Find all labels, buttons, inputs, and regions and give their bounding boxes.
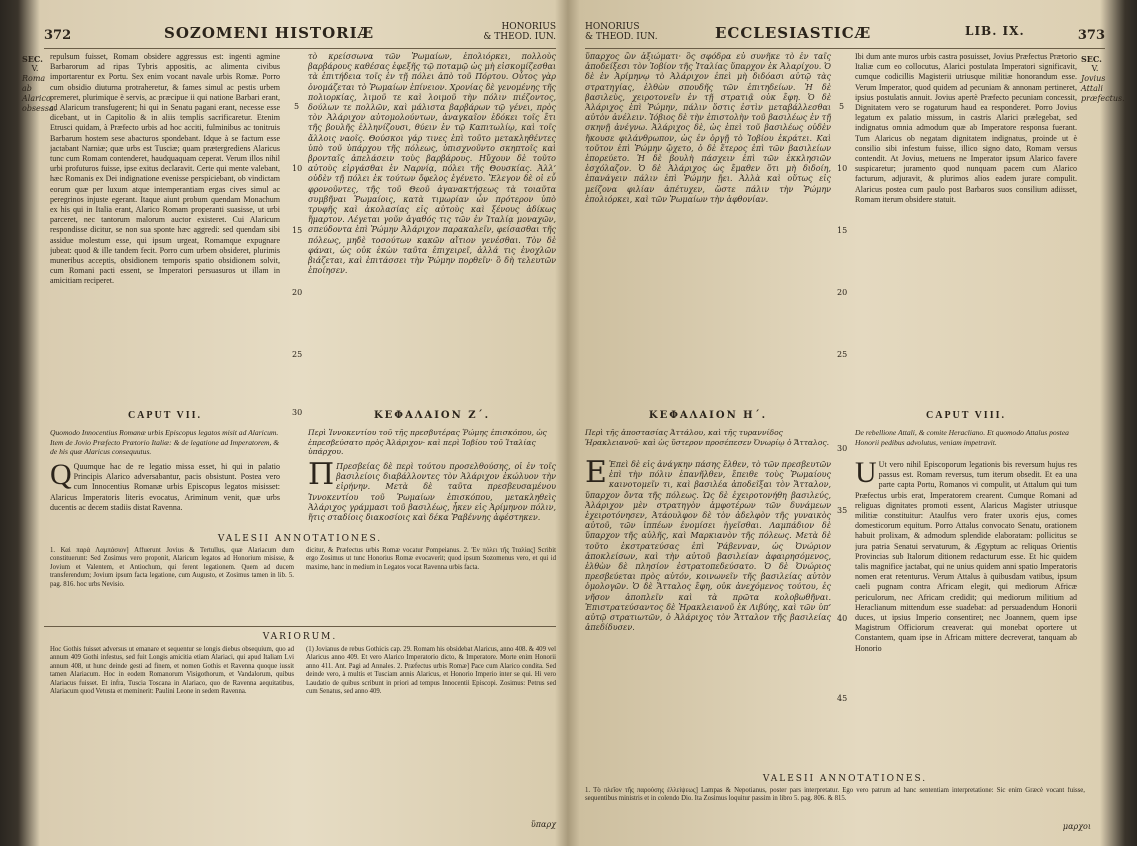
left-summary-latin: Quomodo Innocentius Romanæ urbis Episcopus legatos misit ad Alaricum. Item de Jovio Præfecto Prætorio Italiæ: & de legatione ad Imperatorem, & de his quæ Alaricus consequutus. [50, 428, 280, 456]
right-running-sub: HONORIUS & THEOD. IUN. [585, 22, 658, 42]
left-chapter-greek: ΚΕΦΑΛΑΙΟΝ Ζ΄. [373, 410, 491, 421]
right-summary-latin: De rebellione Attali, & comite Heracliano. Et quomodo Attalus postea Honorii pedibus advolutus, veniam impetravit. [855, 428, 1069, 447]
left-summary-greek: Περὶ Ἰννοκεντίου τοῦ τῆς πρεσβυτέρας Ῥώμης ἐπισκόπου, ὡς ἐπρεσβεύσατο πρὸς Ἀλάριχον· καὶ περὶ Ἰοβίου τοῦ Ἰταλίας ὑπάρχου. [308, 428, 547, 456]
left-catchword: ὕπαρχ [530, 820, 556, 829]
right-catchword: μαρχοι [1062, 822, 1091, 831]
right-notes: 1. Τὸ πλεῖον τῆς παρούσης ἐλλείψεως] Lampas & Nepotianus, poster pars interpretatur. Ego vero patrum ad hanc sententiam interpretatione: Sic enim Græcè vocant fuisse, sequentibus ministris et in colendo Dio. Ita Zosimus loquitur passim in libro 5. pag. 806. & 815. [585, 787, 1085, 803]
right-running-lib: LIB. IX. [965, 24, 1025, 38]
right-margin-note: SEC. V. Jovius Attali præfectus. [1081, 54, 1125, 103]
header-rule [585, 48, 1105, 49]
right-running-title: ECCLESIASTICÆ [715, 24, 872, 42]
right-notes-heading: VALESII ANNOTATIONES. [762, 774, 928, 784]
left-chapter-latin: CAPUT VII. [127, 410, 203, 421]
left-latin-column: repulsum fuisset, Romam obsidere aggressus est: ingenti agmine Barbarorum ad ripas Tybris appositis, ac alimenta civibus importarentur ex Portu. Sex enim vocant navale urbis Romæ. Porro cum obsidio diuturna protraheretur, & fames simul ac pestis urbem premeret, plurimique è servis, ac præcipue ii qui natione Barbari erant, ad Alaricum transfugerent; hi qui in Senatu pagani erant, necesse esse dicebant, ut in Capitolio & in aliis templis sacrificaretur. Etenim Etrusci quidam, à Præfecto urbis ad hoc acciti, fulminibus ac tonitruis Barbarum hostem sese abacturos spondebant. Idque à se factum esse jactabant Narniæ; quæ urbs est Tusciæ; quam prætergrediens Alaricus tunc cum Romam contenderet, haudquaquam ceperat. Verum illos nihil urbi profuturos fuisse, ipse exitus declaravit. Certe qui mente valebant, hæc Romanis ex Dei indignatione evenisse perspiciebant, ob vindictam eorum quæ per luxum atque intemperantiam ergas cives simul ac peregrinos injuste egerant. Itaque aiunt probum quendam Monachum ex his qui in Italia erant, Alarico Romam properanti suasisse, ut urbi parceret, nec tantorum malorum auctor existeret. Cui Alaricum respondisse dicitur, se non sua sponte hæc aggredi: sed quendam sibi assidue molestum esse, qui ipsum urgeat, Romamque expugnare jubeat: quod & ille tandem fecit. Porro cum urbem obsideret, plurimis muneribus acceptis, obsidionem temporis spatio obsidionem solvit, cum Romani pacti essent, se Imperatori persuasuros ut illam in amicitiam reciperet. [50, 52, 280, 286]
right-chapter-greek-text: Ε Ἐπεὶ δὲ εἰς ἀνάγκην πάσης ἔλθεν, τὸ τῶν πρεσβευτῶν ἐπὶ τὴν πόλιν ἐπανῆλθεν, ἔπειθε τοὺς Ῥωμαίους καινοτομεῖν τι, καὶ βασιλέα ἀποδεῖξαι τὸν Ἄτταλον, ὕπαρχον ὄντα τῆς πόλεως. Ὡς δὲ ἐχειροτονήθη βασιλεύς, Ἀλάριχον μὲν στρατηγὸν ἀμφοτέρων τῶν δυνάμεων ἐχειροτόνησεν, Ἀτάουλφον δὲ τὸν ἀδελφὸν τῆς γυναικὸς αὐτοῦ, τῶν ἱππέων ἐνομίσει ἡγεῖσθαι. Λαμπάδιον δὲ ὕπαρχον τῆς αὐλῆς, καὶ Μαρκιανὸν τῆς πόλεως. Μετὰ δὲ τοῦτο ἐκστρατεύσας ἐπὶ Ῥάβενναν, ὡς Ὀνώριον ἀποκλείσων, καὶ τὴν αὐτοῦ βασιλείαν ἀφαιρησόμενος, ἐλθὼν δὲ πλησίον ἐστρατοπεδεύσατο. Ὁ δὲ Ὀνώριος πρεσβεύεται πρὸς αὐτόν, κοινωνεῖν τῆς βασιλείας αὐτὸν ὁμολογῶν. Ὁ δὲ Ἄτταλος ἔφη, οὐκ ἀνεχόμενος τούτου, ἐς νῆσον ἀποπλεῖν καὶ τὰ πρῶτα κολοβωθῆναι. Ἐπιστρατεύσαντος δὲ Ἡρακλειανοῦ ἐκ Λιβύης, καὶ τῶν ὑπ’ αὐτῷ στρατιωτῶν, ὁ Ἀλάριχος τὸν Ἄτταλον τῆς βασιλείας ἀπεδίδυσεν. [585, 460, 831, 633]
left-notes-col1: 1. Καὶ παρὰ Λαμπάσιον] Affuerunt Jovius & Tertullus, quæ Alariacum dum constituerunt: Sed Zosimus vero proponit, Alaricum legatos ad Honorium misisse, & Jovium et Valentem, et Antiochum, qui ferent legationem. Quem ad ducem transferendum; Jovium ipsum facta legatione, cum Augusto, et Zosimus tamen in lib. 5. pag. 816. hoc urbs Nevisio. [50, 547, 294, 588]
left-running-sub: HONORIUS & THEOD. IUN. [483, 22, 556, 42]
left-notes-col2: dicitur, & Præfectus urbis Romæ vocatur Pompeianus. 2. Ἐν πόλει τῆς Ἰταλίας] Scribit ergo Zosimus ut tunc Honorius Romæ evocaverit; quod ipsum Sozomenus vero, et qui id maxime, hanc in medium in Legatos vocat Ravenna urbis facta. [306, 547, 556, 571]
notes-rule [44, 626, 556, 627]
header-rule [44, 48, 556, 49]
left-page-number: 372 [44, 28, 72, 43]
right-greek-column: ὕπαρχος ὢν ἀξιώματι· ὃς σφόδρα εὖ συνῆκε τὸ ἐν ταῖς ἀποδείξεσι τὸν Ἰοβίον τῆς Ἰταλίας ὕπαρχον ἐκ Ἀλαρίχου. Ὁ δὲ ἐν Ἀρίμηνῳ τὸ Ἀλάριχον ἐπεὶ μὴ διδόασι αὐτῷ τὰς στρατηγίας, ἐλθὼν σπουδῆς τῶν ἐπιτηδείων. Ἡ δὲ βασιλεὺς, χειροτονεῖν ἐν τῇ στρατιᾷ οὐκ ἔφη. Ὁ δὲ Ἀλάριχος ἐπὶ Ῥώμην, πάλιν ὅστις ἐστὶν μεταβάλλεσθαι αὐτὸν ἀνέλειν. Ἰόβιος δὲ τὴν ἐπιστολὴν τοῦ βασιλέως ἐν τῇ σκηνῇ ἀνέγνω. Ἀλάριχος δὲ, ὡς ἐπεὶ τοῦ βασιλέως οὐδὲν ἤκουσε φιλάνθρωπον, ὡς ἐν ὀργῇ τὸ Ἰοβίου ἐκράτει. Καὶ τοῦτον ἐπὶ Ῥώμην ᾤχετο, ὁ δὲ ἕτερος ἐπὶ τῶν βασιλείων ἐπορεύετο. Ἡ δὲ βουλὴ πάσχειν ἐπὶ τῶν ἐκκλησιῶν ἐσχόλαζον. Ὁ δὲ Ἀλάριχος ὡς ἔμαθεν ὅτι μὴ διδοίη, ἐπανάγειν πάλιν ἐπὶ Ῥώμην ᾔει. Ἀλλὰ καὶ οὕτως εἰς μείζονα φιλίαν ἀπέτυχεν, ὥστε πάλιν τὴν Ῥώμην ἐπολιόρκει, καὶ τῶν Ῥωμαίων τὴν ἀφθονίαν. [585, 52, 831, 204]
left-varior-col2: (1) Jovianus de rebus Gothicis cap. 29. Romam his obsidebat Alaricus, anno 408. & 409 vel Alaricus anno 409. Et vero Alarico Imperatorio dicto, & Imperatore. Morte enim Honorii anno 411. Ant. Pagi ad Annales. 2. Præfectus urbis Romæ] Pace cum Alarico condita. Sed deinde vero, à multis et Tusciam annis Alaricus, et Honorio Imperio inter se qui. Hi vero Laudatio de quibus scribunt in priori ad tempus Innocentii Episcopi. Zosimus: Petrus sed cum Senatus, sed anno 409. [306, 646, 556, 696]
right-running-head [585, 14, 1105, 48]
right-page: HONORIUS & THEOD. IUN. ECCLESIASTICÆ LIB. IX. 373 ὕπαρχος ὢν ἀξιώματι· ὃς σφόδρα εὖ συνῆκε τὸ ἐν ταῖς ἀποδείξεσι τὸν Ἰοβίον τῆς Ἰταλίας ὕπαρχον ἐκ Ἀλαρίχου. Ὁ δὲ ἐν Ἀρίμηνῳ τὸ Ἀλάριχον ἐπεὶ μὴ διδόασι αὐτῷ τὰς στρατηγίας, ἐλθὼν σπουδῆς τῶν ἐπιτηδείων. Ἡ δὲ βασιλεὺς, χειροτονεῖν ἐν τῇ στρατιᾷ οὐκ ἔφη. Ὁ δὲ Ἀλάριχος ἐπὶ Ῥώμην, πάλιν ὅστις ἐστὶν μεταβάλλεσθαι αὐτὸν ἀνέλειν. Ἰόβιος δὲ τὴν ἐπιστολὴν τοῦ βασιλέως ἐν τῇ σκηνῇ ἀνέγνω. Ἀλάριχος δὲ, ὡς ἐπεὶ τοῦ βασιλέως οὐδὲν ἤκουσε φιλάνθρωπον, ὡς ἐν ὀργῇ τὸ Ἰοβίου ἐκράτει. Καὶ τοῦτον ἐπὶ Ῥώμην ᾤχετο, ὁ δὲ ἕτερος ἐπὶ τῶν βασιλείων ἐπορεύετο. Ἡ δὲ βουλὴ πάσχειν ἐπὶ τῶν ἐκκλησιῶν ἐσχόλαζον. Ὁ δὲ Ἀλάριχος ὡς ἔμαθεν ὅτι μὴ διδοίη, ἐπανάγειν πάλιν ἐπὶ Ῥώμην ᾔει. Ἀλλὰ καὶ οὕτως εἰς μείζονα φιλίαν ἀπέτυχεν, ὥστε πάλιν τὴν Ῥώμην ἐπολιόρκει, καὶ τῶν Ῥωμαίων τὴν ἀφθονίαν. Ibi dum ante muros urbis castra posuisset, Jovius Præfectus Prætorio Italiæ cum eo collocutus, Alarici postulata Imperatori significavit, cumque codicillis Magisterii utriusque militiæ honorandum esse. Verum Imperator, quod quidem ad pecuniam & annonam pertineret, ipsius postulatis annuit. Jovius apertè Præfecto pecuniam concessit, Dignitatem vero se rogaturum haud ea responderet. Porro Jovius legatum ex palatio missum, in castris Alarici prælegebat, sed indignatus omnia admodum quæ ab Imperatore responsa fuerant. Tum Alaricus ob negatam dignitatem indignatus, proinde ut è consilio sibi infestum fuisse, illico signo dato, Romam versus contendit. At Jovius, metuens ne Imperator ipsum Alarico favere suspicaretur; juramento quod nunquam pacem cum Alarico facturum, adjuravit, & plurimos alios eadem jurare compulit. Alaricus postea cum paulo post Barbaros suos consilium adiisset, Romam iterum obsidere statuit. SEC. V. Jovius Attali præfectus. 5 10 15 20 25 30 35 40 45 ΚΕΦΑΛΑΙΟΝ Η΄. CAPUT VIII. Περὶ τῆς ἀποστασίας Ἀττάλου, καὶ τῆς τυραννίδος Ἡρακλειανοῦ· καὶ ὡς ὕστερον προσέπεσεν Ὀνωρίῳ ὁ Ἄτταλος. De rebellione Attali, & comite Heracliano. Et quomodo Attalus postea Honorii pedibus advolutus, veniam impetravit. Ε Ἐπεὶ δὲ εἰς ἀνάγκην πάσης ἔλθεν, τὸ τῶν πρεσβευτῶν ἐπὶ τὴν πόλιν ἐπανῆλθεν, ἔπειθε τοὺς Ῥωμαίους καινοτομεῖν τι, καὶ βασιλέα ἀποδεῖξαι τὸν Ἄτταλον, ὕπαρχον ὄντα τῆς πόλεως. Ὡς δὲ ἐχειροτονήθη βασιλεύς, Ἀλάριχον μὲν στρατηγὸν ἀμφοτέρων τῶν δυνάμεων ἐχειροτόνησεν, Ἀτάουλφον δὲ τὸν ἀδελφὸν τῆς γυναικὸς αὐτοῦ, τῶν ἱππέων ἐνομίσει ἡγεῖσθαι. Λαμπάδιον δὲ ὕπαρχον τῆς αὐλῆς, καὶ Μαρκιανὸν τῆς πόλεως. Μετὰ δὲ τοῦτο ἐκστρατεύσας ἐπὶ Ῥάβενναν, ὡς Ὀνώριον ἀποκλείσων, καὶ τὴν αὐτοῦ βασιλείαν ἀφαιρησόμενος, ἐλθὼν δὲ πλησίον ἐστρατοπεδεύσατο. Ὁ δὲ Ὀνώριος πρεσβεύεται πρὸς αὐτόν, κοινωνεῖν τῆς βασιλείας αὐτὸν ὁμολογῶν. Ὁ δὲ Ἄτταλος ἔφη, οὐκ ἀνεχόμενος τούτου, ἐς νῆσον ἀποπλεῖν καὶ τὰ πρῶτα κολοβωθῆναι. Ἐπιστρατεύσαντος δὲ Ἡρακλειανοῦ ἐκ Λιβύης, καὶ τῶν ὑπ’ αὐτῷ στρατιωτῶν, ὁ Ἀλάριχος τὸν Ἄτταλον τῆς βασιλείας ἀπεδίδυσεν. U Ut vero nihil Episcoporum legationis bis reversum hujus res passus est. Romam reversus, tum iterum obsedit. Et ea una parte capta Portu, Romanos vi compulit, ut Attalum qui tum Præfectus urbis erat, Imperatorem crearent. Cumque Romani ad religuas dignitates promoti essent, Alaricus Magister utriusque militiæ constituitur: Ataulfus vero frater uxoris ejus, comes domesticorum equitum. Porro Attalus convocato Senatu, orationem habuit prolixam, & admodum splendide elaboratam: pollicitus se jura patria Senatui servaturum, & Ægyptum ac reliquas Orientis Provincias sub Italorum ditionem redacturum esse. Et hic quidem talis magnifice jactabat, qui ne unius quidem anni spatio Imperatoris nomen erat retenturus. Verum Attalus à quibusdam vatibus, ipsum caeli pugnam contra Africam elegit, qui mediorum Africæ periculorum, nec Africam credidit; qui mediorum militium ad Heraclianum mittendum esse suadebat: ad persuadendum Honorii duces, ut ipsius Imperio consentiret; nec Joannem, quem ipse Magistrum Officiorum creaverat: qui monebat oportere ut Constantem, quam ipse in Africam mittere decreverat, tanquam ab Honorio VALESII ANNOTATIONES. 1. Τὸ πλεῖον τῆς παρούσης ἐλλείψεως] Lampas & Nepotianus, poster pars interpretatur. Ego vero patrum ad hanc sententiam interpretatione: Sic enim Græcè vocant fuisse, sequentibus ministris et in colendo Dio. Ita Zosimus loquitur passim in libro 5. pag. 806. & 815. μαρχοι [585, 14, 1105, 834]
left-chapter-greek-text: Π Πρεσβείας δὲ περὶ τούτου προσελθούσης, οἱ ἐν τοῖς βασιλείοις διαβάλλοντες τὸν Ἀλάριχον ἐκώλυον τὴν εἰρήνην. Μετὰ δὲ ταῦτα πρεσβευσαμένου Ἰννοκεντίου τοῦ Ῥωμαίων ἐπισκόπου, μετακληθεὶς Ἀλάριχος γράμμασι τοῦ βασιλέως, ἧκεν εἰς Ἀρίμηνον πόλιν, ἥτις σταδίοις διακοσίοις καὶ δέκα Ῥαβέννης ἀφέστηκεν. [308, 462, 556, 523]
left-chapter-latin-text: Q Quumque hac de re legatio missa esset, hi qui in palatio Principis Alarico adversabantur, pacis obsistunt. Postea vero cum Innocentius Romanæ urbis Episcopus legatos misisset: Alaricus Imperatoris literis evocatus, Ariminum venit, quæ urbs ducentis ac decem stadiis distat Ravenna. [50, 462, 280, 512]
right-chapter-latin: CAPUT VIII. [926, 410, 1006, 421]
right-page-number: 373 [1077, 28, 1105, 43]
left-page: 372 SOZOMENI HISTORIÆ HONORIUS & THEOD. IUN. SEC. V. Roma ab Alarico obsessa. repulsum fuisset, Romam obsidere aggressus est: ingenti agmine Barbarorum ad ripas Tybris appositis, ac alimenta civibus importarentur ex Portu. Sex enim vocant navale urbis Romæ. Porro cum obsidio diuturna protraheretur, & fames simul ac pestis urbem premeret, plurimique è servis, ac præcipue ii qui natione Barbari erant, ad Alaricum transfugerent; hi qui in Senatu pagani erant, necesse esse dicebant, ut in Capitolio & in aliis templis sacrificaretur. Etenim Etrusci quidam, à Præfecto urbis ad hoc acciti, fulminibus ac tonitruis Barbarum hostem sese abacturos spondebant. Idque à se factum esse jactabant Narniæ; quæ urbs est Tusciæ; quam prætergrediens Alaricus tunc cum Romam contenderet, haudquaquam ceperat. Verum illos nihil urbi profuturos fuisse, ipse exitus declaravit. Certe qui mente valebant, hæc Romanis ex Dei indignatione evenisse perspiciebant, ob vindictam eorum quæ per luxum atque intemperantiam ergas cives simul ac peregrinos injuste egerant. Itaque aiunt probum quendam Monachum ex his qui in Italia erant, Alarico Romam properanti suasisse, ut urbi parceret, nec tantorum malorum auctor existeret. Cui Alaricum respondisse dicitur, se non sua sponte hæc aggredi: sed quendam sibi assidue molestum esse, qui ipsum urgeat, Romamque expugnare jubeat: quod & ille tandem fecit. Porro cum urbem obsideret, plurimis muneribus acceptis, obsidionem temporis spatio obsidionem solvit, cum Romani pacti essent, se Imperatori persuasuros ut illam in amicitiam reciperet. τὸ κρείσσωνα τῶν Ῥωμαίων, ἐπολιόρκει, πολλοὺς βαρβάρους καθέσας ἐφεξῆς τῷ ποταμῷ ὡς μὴ εἰσκομίζεσθαι τὰ ἐπιτήδεια τοῖς ἐν τῇ πόλει ἀπὸ τοῦ Πόρτου. Οὗτος γὰρ ὀνομάζεται τὸ Ῥωμαίων ἐπίνειον. Χρονίας δὲ γενομένης τῆς πολιορκίας, λιμοῦ τε καὶ λοιμοῦ τὴν πόλιν πιέζοντος, δούλων τε πολλῶν, καὶ μάλιστα βαρβάρων τῷ γένει, πρὸς τὸν Ἀλάριχον αὐτομολούντων, ἀναγκαῖον ἐδόκει τοῖς ἔτι τῆς βουλῆς ἑλληνίζουσι, θύειν ἐν τῷ Καπιτωλίῳ, καὶ τοῖς ἄλλοις ναοῖς. Θούσκοι γάρ τινες ἐπὶ τοῦτο μετακληθέντες ὑπὸ τοῦ ὑπάρχου τῆς πόλεως, ὑπισχνοῦντο σκηπτοῖς καὶ βρονταῖς ἀπελάσειν τοὺς βαρβάρους. Ηὔχουν δὲ τοῦτο αὐτοὺς εἰργάσθαι ἐν Ναρνίᾳ, πόλει τῆς Θουσκίας. Ἀλλ’ οὐδὲν τῇ πόλει ἐκ τούτων ὄφελος ἐγένετο. Ἔλεγον δὲ οἱ εὖ φρονοῦντες, τῆς τοῦ Θεοῦ ἀγανακτήσεως τὰ τοιαῦτα συμβῆναι Ῥωμαίοις, κατὰ τιμωρίαν ὧν πρότερον ὑπὸ τρυφῆς καὶ ἀκολασίας εἰς αὐτοὺς καὶ ξένους ἀδίκως ἥμαρτον. Λέγεται γοῦν ἀγαθός τις τῶν ἐν Ἰταλίᾳ μοναχῶν, σπεύδοντα ἐπὶ Ῥώμην Ἀλάριχον παρακαλεῖν, φείσασθαι τῆς πόλεως, μηδὲ τοσούτων κακῶν αἴτιον γενέσθαι. Τὸν δὲ φάναι, ὡς οὐκ ἐκὼν ταῦτα ἐπιχειρεῖ, ἀλλά τις ἐνοχλῶν βιάζεται, καὶ ἐπιτάσσει τὴν Ῥώμην πορθεῖν· ὃ δὴ τελευτῶν ἐποίησεν. 5 10 15 20 25 30 CAPUT VII. ΚΕΦΑΛΑΙΟΝ Ζ΄. Quomodo Innocentius Romanæ urbis Episcopus legatos misit ad Alaricum. Item de Jovio Præfecto Prætorio Italiæ: & de legatione ad Imperatorem, & de his quæ Alaricus consequutus. Περὶ Ἰννοκεντίου τοῦ τῆς πρεσβυτέρας Ῥώμης ἐπισκόπου, ὡς ἐπρεσβεύσατο πρὸς Ἀλάριχον· καὶ περὶ Ἰοβίου τοῦ Ἰταλίας ὑπάρχου. Q Quumque hac de re legatio missa esset, hi qui in palatio Principis Alarico adversabantur, pacis obsistunt. Postea vero cum Innocentius Romanæ urbis Episcopus legatos misisset: Alaricus Imperatoris literis evocatus, Ariminum venit, quæ urbs ducentis ac decem stadiis distat Ravenna. Π Πρεσβείας δὲ περὶ τούτου προσελθούσης, οἱ ἐν τοῖς βασιλείοις διαβάλλοντες τὸν Ἀλάριχον ἐκώλυον τὴν εἰρήνην. Μετὰ δὲ ταῦτα πρεσβευσαμένου Ἰννοκεντίου τοῦ Ῥωμαίων ἐπισκόπου, μετακληθεὶς Ἀλάριχος γράμμασι τοῦ βασιλέως, ἧκεν εἰς Ἀρίμηνον πόλιν, ἥτις σταδίοις διακοσίοις καὶ δέκα Ῥαβέννης ἀφέστηκεν. VALESII ANNOTATIONES. 1. Καὶ παρὰ Λαμπάσιον] Affuerunt Jovius & Tertullus, quæ Alariacum dum constituerunt: Sed Zosimus vero proponit, Alaricum legatos ad Honorium misisse, & Jovium et Valentem, et Antiochum, qui ferent legationem. Quem ad ducem transferendum; Jovium ipsum facta legatione, cum Augusto, et Zosimus tamen in lib. 5. pag. 816. hoc urbs Nevisio. dicitur, & Præfectus urbis Romæ vocatur Pompeianus. 2. Ἐν πόλει τῆς Ἰταλίας] Scribit ergo Zosimus ut tunc Honorius Romæ evocaverit; quod ipsum Sozomenus vero, et qui id maxime, hanc in medium in Legatos vocat Ravenna urbis facta. VARIORUM. Hoc Gothis fuisset adversus ut emanare et sequentur se longis diebus obsequium, quo ad annum 409 Gothi infestus, sed fuit Longis amicitia etiam Alariaci, qui apud Italiam Lvi annum 408, ut hunc deinde gesti ad finem, et nomen Gothis et Ravenna quoque iussit tamen Alariacum. Hoc in eodem Romanorum Visigothorum, et Vandalorum, quibus Alariacus fuisset. Et infra, Tuscia Toscana in Alariaco, quo de Ravenna aequitatibus, Alariacum quod Vetusta et meminerit: Paulini Leone in sedem Ravenna. (1) Jovianus de rebus Gothicis cap. 29. Romam his obsidebat Alaricus, anno 408. & 409 vel Alaricus anno 409. Et vero Alarico Imperatorio dicto, & Imperatore. Morte enim Honorii anno 411. Ant. Pagi ad Annales. 2. Præfectus urbis Romæ] Pace cum Alarico condita. Sed deinde vero, à multis et Tusciam annis Alaricus, et Honorio Imperio inter se qui. Hi vero Laudatio de quibus scribunt in priori ad tempus Innocentii Episcopi. Zosimus: Petrus sed cum Senatus, sed anno 409. ὕπαρχ [44, 14, 556, 834]
right-chapter-greek: ΚΕΦΑΛΑΙΟΝ Η΄. [648, 410, 768, 421]
left-varior-heading: VARIORUM. [262, 632, 338, 642]
right-chapter-latin-text: U Ut vero nihil Episcoporum legationis bis reversum hujus res passus est. Romam reversus, tum iterum obsedit. Et ea una parte capta Portu, Romanos vi compulit, ut Attalum qui tum Præfectus urbis erat, Imperatorem crearent. Cumque Romani ad religuas dignitates promoti essent, Alaricus Magister utriusque militiæ constituitur: Ataulfus vero frater uxoris ejus, comes domesticorum equitum. Porro Attalus convocato Senatu, orationem habuit prolixam, & admodum splendide elaboratam: pollicitus se jura patria Senatui servaturum, & Ægyptum ac reliquas Orientis Provincias sub Italorum ditionem redacturum esse. Et hic quidem talis magnifice jactabat, qui ne unius quidem anni spatio Imperatoris nomen erat retenturus. Verum Attalus à quibusdam vatibus, ipsum caeli pugnam contra Africam elegit, qui mediorum Africæ periculorum, nec Africam credidit; qui mediorum militium ad Heraclianum mittendum esse suadebat: ad persuadendum Honorii duces, ut ipsius Imperio consentiret; nec Joannem, quem ipse Magistrum Officiorum creaverat: qui monebat oportere ut Constantem, quam ipse in Africam mittere decreverat, tanquam ab Honorio [855, 460, 1077, 653]
right-summary-greek: Περὶ τῆς ἀποστασίας Ἀττάλου, καὶ τῆς τυραννίδος Ἡρακλειανοῦ· καὶ ὡς ὕστερον προσέπεσεν Ὀνωρίῳ ὁ Ἄτταλος. [585, 428, 830, 447]
left-varior-col1: Hoc Gothis fuisset adversus ut emanare et sequentur se longis diebus obsequium, quo ad annum 409 Gothi infestus, sed fuit Longis amicitia etiam Alariaci, qui apud Italiam Lvi annum 408, ut hunc deinde gesti ad finem, et nomen Gothis et Ravenna quoque iussit tamen Alariacum. Hoc in eodem Romanorum Visigothorum, et Vandalorum, quibus Alariacus fuisset. Et infra, Tuscia Toscana in Alariaco, quo de Ravenna aequitatibus, Alariacum quod Vetusta et meminerit: Paulini Leone in sedem Ravenna. [50, 646, 294, 696]
left-running-head [44, 14, 556, 48]
right-latin-column: Ibi dum ante muros urbis castra posuisset, Jovius Præfectus Prætorio Italiæ cum eo collocutus, Alarici postulata Imperatori significavit, cumque codicillis Magisterii utriusque militiæ honorandum esse. Verum Imperator, quod quidem ad pecuniam & annonam pertineret, ipsius postulatis annuit. Jovius apertè Præfecto pecuniam concessit, Dignitatem vero se rogaturum haud ea responderet. Porro Jovius legatum ex palatio missum, in castris Alarici prælegebat, sed indignatus omnia admodum quæ ab Imperatore responsa fuerant. Tum Alaricus ob negatam dignitatem indignatus, proinde ut è consilio sibi infestum fuisse, illico signo dato, Romam versus contendit. At Jovius, metuens ne Imperator ipsum Alarico favere suspicaretur; juramento quod nunquam pacem cum Alarico facturum, adjuravit, & plurimos alios eadem jurare compulit. Alaricus postea cum paulo post Barbaros suos consilium adiisset, Romam iterum obsidere statuit. [855, 52, 1077, 204]
left-running-title: SOZOMENI HISTORIÆ [164, 24, 375, 42]
left-margin-note: SEC. V. Roma ab Alarico obsessa. [22, 54, 57, 113]
left-notes-heading: VALESII ANNOTATIONES. [217, 534, 383, 544]
left-greek-column: τὸ κρείσσωνα τῶν Ῥωμαίων, ἐπολιόρκει, πολλοὺς βαρβάρους καθέσας ἐφεξῆς τῷ ποταμῷ ὡς μὴ εἰσκομίζεσθαι τὰ ἐπιτήδεια τοῖς ἐν τῇ πόλει ἀπὸ τοῦ Πόρτου. Οὗτος γὰρ ὀνομάζεται τὸ Ῥωμαίων ἐπίνειον. Χρονίας δὲ γενομένης τῆς πολιορκίας, λιμοῦ τε καὶ λοιμοῦ τὴν πόλιν πιέζοντος, δούλων τε πολλῶν, καὶ μάλιστα βαρβάρων τῷ γένει, πρὸς τὸν Ἀλάριχον αὐτομολούντων, ἀναγκαῖον ἐδόκει τοῖς ἔτι τῆς βουλῆς ἑλληνίζουσι, θύειν ἐν τῷ Καπιτωλίῳ, καὶ τοῖς ἄλλοις ναοῖς. Θούσκοι γάρ τινες ἐπὶ τοῦτο μετακληθέντες ὑπὸ τοῦ ὑπάρχου τῆς πόλεως, ὑπισχνοῦντο σκηπτοῖς καὶ βρονταῖς ἀπελάσειν τοὺς βαρβάρους. Ηὔχουν δὲ τοῦτο αὐτοὺς εἰργάσθαι ἐν Ναρνίᾳ, πόλει τῆς Θουσκίας. Ἀλλ’ οὐδὲν τῇ πόλει ἐκ τούτων ὄφελος ἐγένετο. Ἔλεγον δὲ οἱ εὖ φρονοῦντες, τῆς τοῦ Θεοῦ ἀγανακτήσεως τὰ τοιαῦτα συμβῆναι Ῥωμαίοις, κατὰ τιμωρίαν ὧν πρότερον ὑπὸ τρυφῆς καὶ ἀκολασίας εἰς αὐτοὺς καὶ ξένους ἀδίκως ἥμαρτον. Λέγεται γοῦν ἀγαθός τις τῶν ἐν Ἰταλίᾳ μοναχῶν, σπεύδοντα ἐπὶ Ῥώμην Ἀλάριχον παρακαλεῖν, φείσασθαι τῆς πόλεως, μηδὲ τοσούτων κακῶν αἴτιον γενέσθαι. Τὸν δὲ φάναι, ὡς οὐκ ἐκὼν ταῦτα ἐπιχειρεῖ, ἀλλά τις ἐνοχλῶν βιάζεται, καὶ ἐπιτάσσει τὴν Ῥώμην πορθεῖν· ὃ δὴ τελευτῶν ἐποίησεν. [308, 52, 556, 276]
